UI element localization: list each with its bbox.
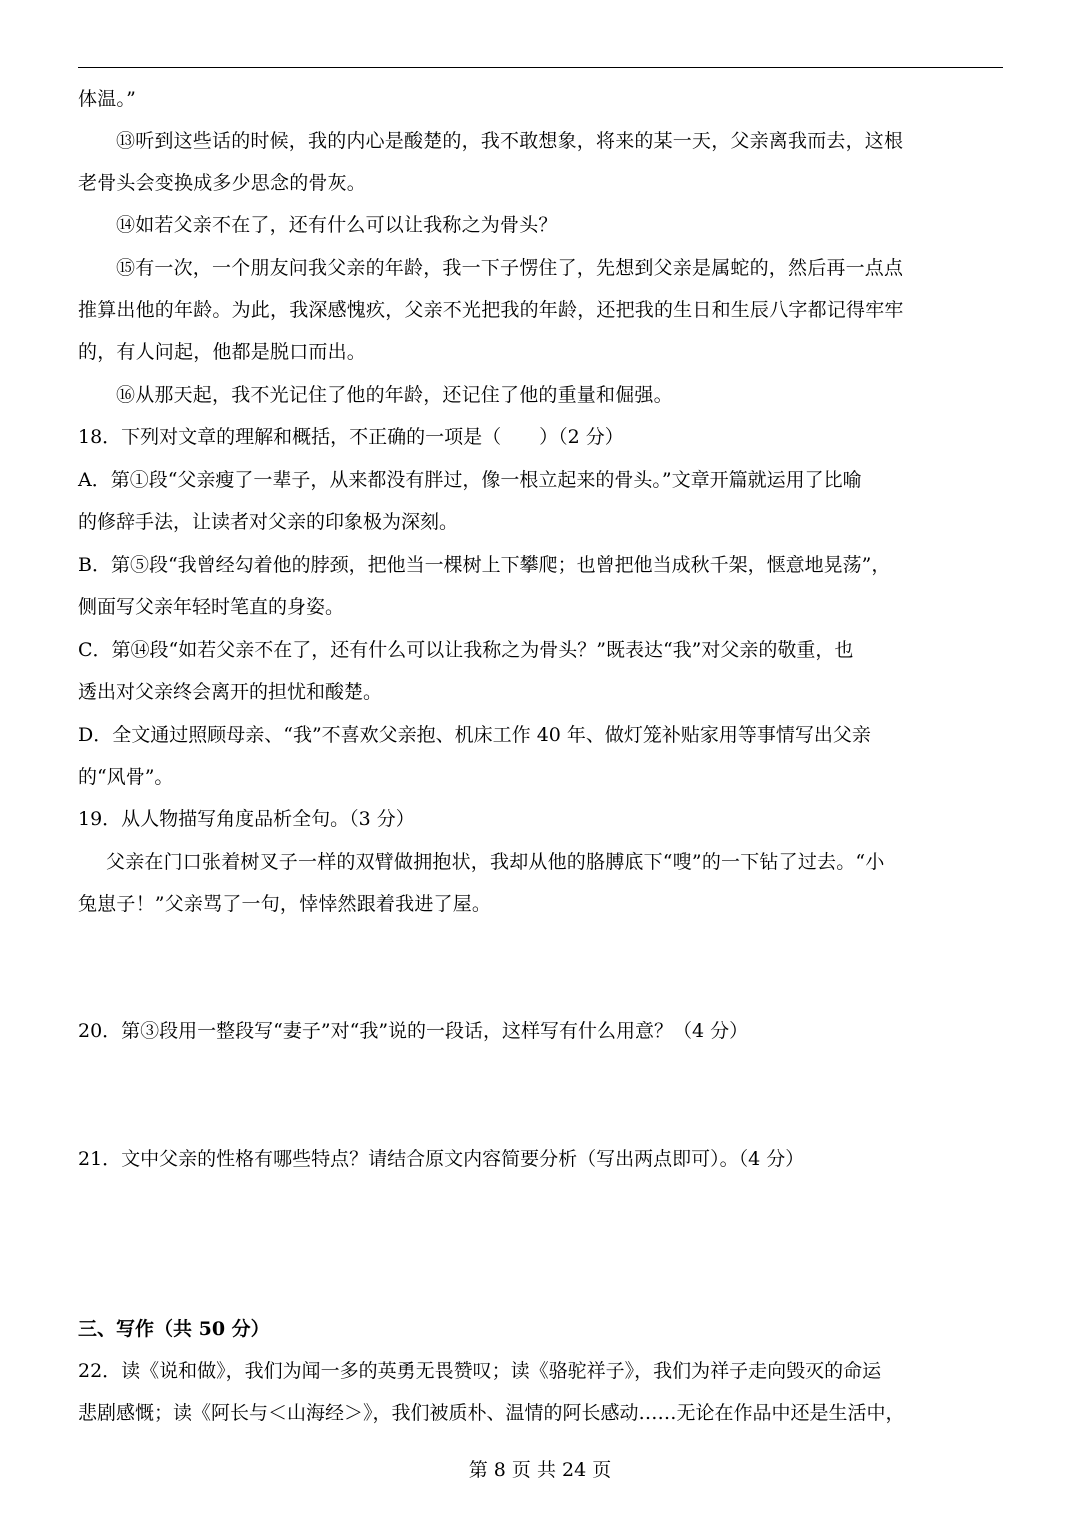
q18-option-d-line2: 的“风骨”。	[78, 766, 174, 788]
q18-stem: 18．下列对文章的理解和概括，不正确的一项是（ ）（2 分）	[78, 426, 624, 448]
passage-p13-line1: ⑬听到这些话的时候，我的内心是酸楚的，我不敢想象，将来的某一天，父亲离我而去，这根	[116, 130, 904, 152]
q19-stem: 19．从人物描写角度品析全句。（3 分）	[78, 808, 415, 830]
passage-p14: ⑭如若父亲不在了，还有什么可以让我称之为骨头？	[116, 214, 558, 236]
q22-line2: 悲剧感慨；读《阿长与＜山海经＞》，我们被质朴、温情的阿长感动……无论在作品中还是生活中，	[78, 1402, 905, 1424]
header-rule	[78, 67, 1003, 68]
q19-quote-line2: 兔崽子！”父亲骂了一句，悻悻然跟着我进了屋。	[78, 893, 492, 915]
q18-option-a-line2: 的修辞手法，让读者对父亲的印象极为深刻。	[78, 511, 459, 533]
passage-p13-line2: 老骨头会变换成多少思念的骨灰。	[78, 172, 367, 194]
passage-p15-line3: 的，有人问起，他都是脱口而出。	[78, 341, 367, 363]
q18-option-c-line1: C．第⑭段“如若父亲不在了，还有什么可以让我称之为骨头？”既表达“我”对父亲的敬重，也	[78, 639, 854, 661]
section3-heading: 三、写作（共 50 分）	[78, 1318, 270, 1340]
passage-p12-tail: 体温。”	[78, 88, 137, 110]
q20-stem: 20．第③段用一整段写“妻子”对“我”说的一段话，这样写有什么用意？（4 分）	[78, 1020, 749, 1042]
passage-p15-line2: 推算出他的年龄。为此，我深感愧疚，父亲不光把我的年龄，还把我的生日和生辰八字都记得牢牢	[78, 299, 904, 321]
passage-p16: ⑯从那天起，我不光记住了他的年龄，还记住了他的重量和倔强。	[116, 384, 673, 406]
page-footer: 第 8 页 共 24 页	[468, 1459, 612, 1481]
q22-line1: 22．读《说和做》，我们为闻一多的英勇无畏赞叹；读《骆驼祥子》，我们为祥子走向毁灭的命运	[78, 1360, 882, 1382]
q18-option-b-line2: 侧面写父亲年轻时笔直的身姿。	[78, 596, 345, 618]
passage-p15-line1: ⑮有一次，一个朋友问我父亲的年龄，我一下子愣住了，先想到父亲是属蛇的，然后再一点点	[116, 257, 904, 279]
q18-option-d-line1: D．全文通过照顾母亲、“我”不喜欢父亲抱、机床工作 40 年、做灯笼补贴家用等事情写出父亲	[78, 724, 871, 746]
q18-option-b-line1: B．第⑤段“我曾经勾着他的脖颈，把他当一棵树上下攀爬；也曾把他当成秋千架，惬意地晃荡”，	[78, 554, 891, 576]
q18-option-a-line1: A．第①段“父亲瘦了一辈子，从来都没有胖过，像一根立起来的骨头。”文章开篇就运用了比喻	[78, 469, 862, 491]
q18-option-c-line2: 透出对父亲终会离开的担忧和酸楚。	[78, 681, 383, 703]
q19-quote-line1: 父亲在门口张着树叉子一样的双臂做拥抱状，我却从他的胳膊底下“嗖”的一下钻了过去。“小	[106, 851, 885, 873]
q21-stem: 21．文中父亲的性格有哪些特点？请结合原文内容简要分析（写出两点即可）。（4 分）	[78, 1148, 805, 1170]
